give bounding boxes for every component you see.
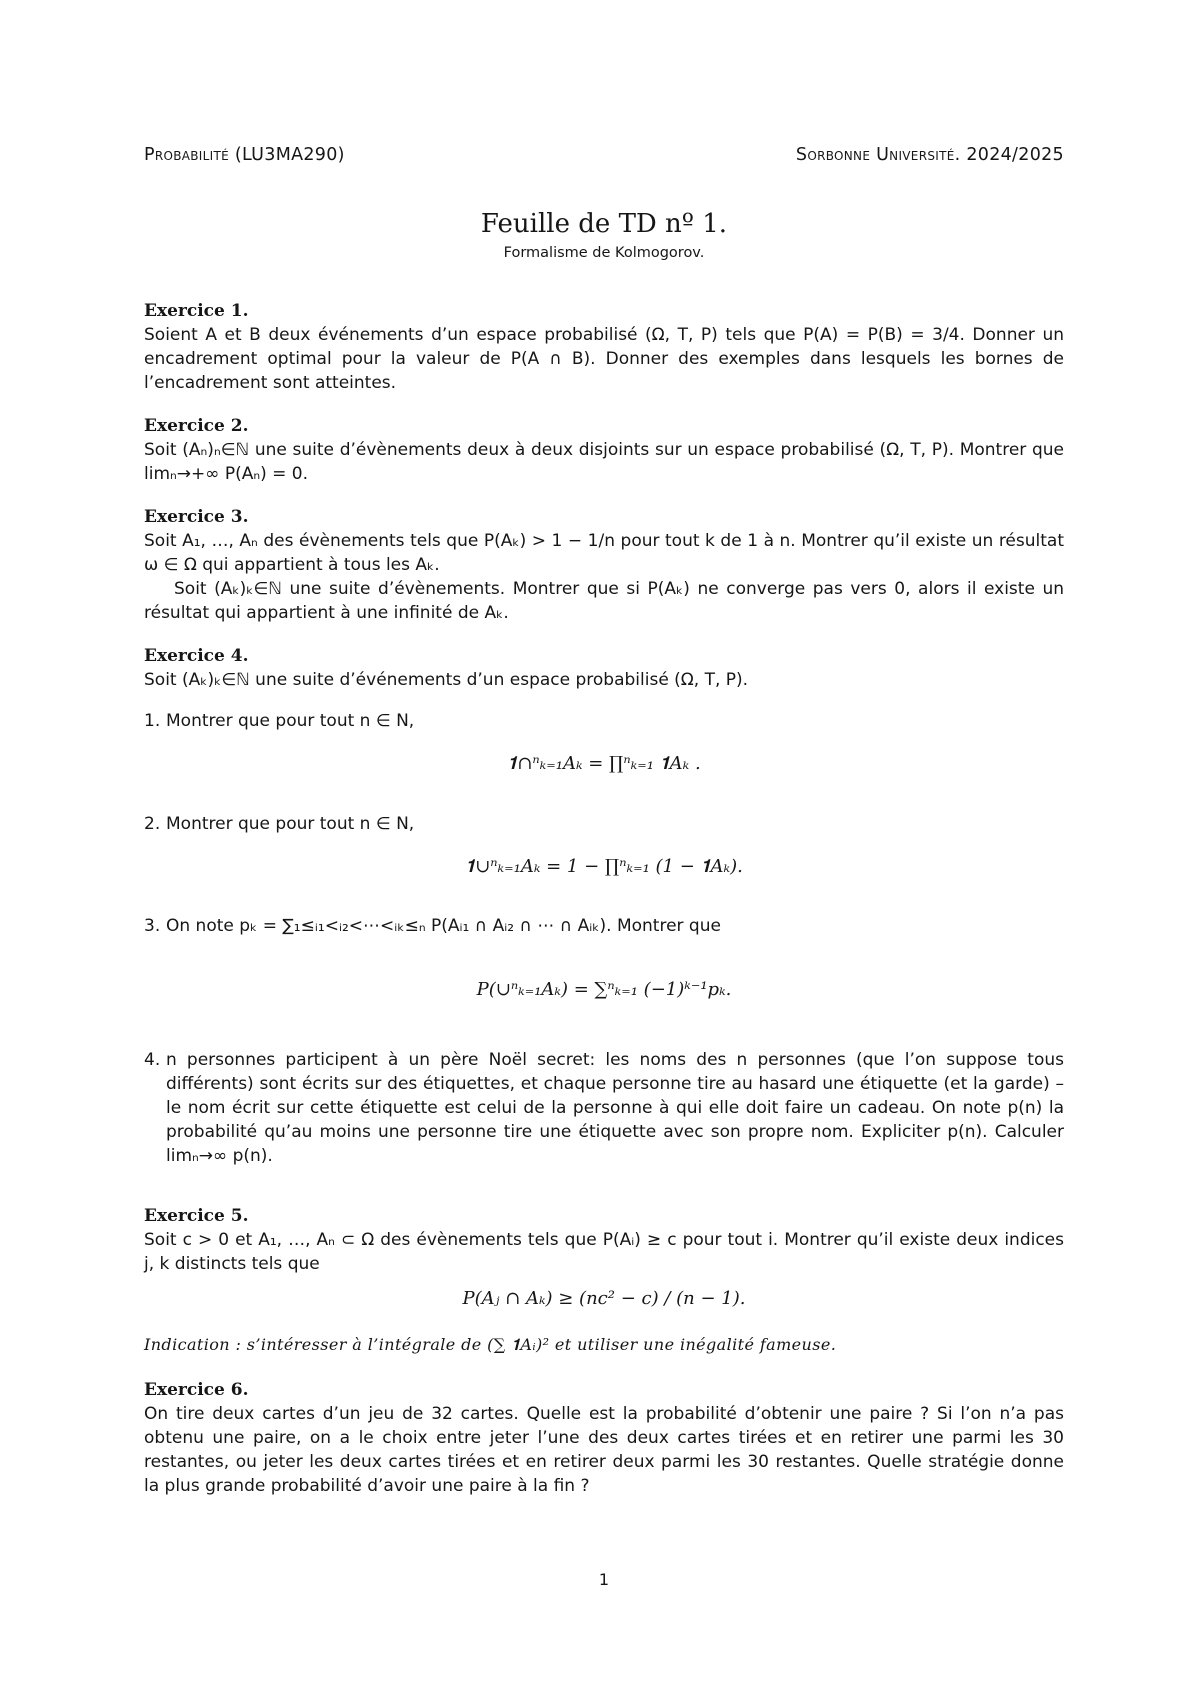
list-item — [144, 812, 1064, 836]
exercise-5 — [144, 1204, 1064, 1276]
exercise-heading: Exercice 2. — [144, 416, 249, 436]
item-text: Montrer que pour tout n ∈ N, — [166, 814, 415, 834]
item-text: On note pₖ = ∑₁≤ᵢ₁<ᵢ₂<⋯<ᵢₖ≤ₙ P(Aᵢ₁ ∩ Aᵢ₂ ∩ ⋯ ∩ Aᵢₖ). Montrer que — [166, 916, 721, 936]
university-year-label: Sorbonne Université. 2024/2025 — [795, 145, 1064, 165]
item-number: 3. — [144, 916, 161, 936]
exercise-hint: Indication : s’intéresser à l’intégrale de (∑ 𝟏Aᵢ)² et utiliser une inégalité fameuse. — [144, 1335, 837, 1354]
list-item — [144, 709, 1064, 733]
page-number: 1 — [598, 1570, 610, 1589]
exercise-heading: Exercice 6. — [144, 1380, 249, 1400]
exercise-heading: Exercice 4. — [144, 646, 249, 666]
list-item — [144, 1048, 1064, 1168]
formula-pair-bound: P(Aⱼ ∩ Aₖ) ≥ (nc² − c) / (n − 1). — [462, 1288, 746, 1309]
exercise-4 — [144, 644, 1064, 692]
item-number: 1. — [144, 711, 161, 731]
exercise-heading: Exercice 3. — [144, 507, 249, 527]
item-text: n personnes participent à un père Noël secret: les noms des n personnes (que l’on suppose tous différents) sont écrits sur des étiquettes, et chaque personne tire au hasard une étiquette (et la garde) – le nom écrit sur cette étiquette est celui de la personne à qui elle doit faire un cadeau. On note p(n) la probabilité qu’au moins une personne tire une étiquette avec son propre nom. Expliciter p(n). Calculer limₙ→∞ p(n). — [166, 1050, 1064, 1166]
exercise-heading: Exercice 1. — [144, 301, 249, 321]
sheet-title: Feuille de TD nº 1. — [480, 209, 728, 239]
exercise-body: Soit (Aₖ)ₖ∈ℕ une suite d’événements d’un espace probabilisé (Ω, T, P). — [144, 670, 749, 690]
exercise-body: Soient A et B deux événements d’un espace probabilisé (Ω, T, P) tels que P(A) = P(B) = 3/4. Donner un encadrement optimal pour la valeur de P(A ∩ B). Donner des exemples dans lesquels les bornes de l’encadrement sont atteintes. — [144, 325, 1064, 393]
item-text: Montrer que pour tout n ∈ N, — [166, 711, 415, 731]
list-item — [144, 914, 1064, 938]
exercise-3 — [144, 505, 1064, 625]
formula-inclusion-exclusion: P(∪ⁿₖ₌₁Aₖ) = ∑ⁿₖ₌₁ (−1)ᵏ⁻¹pₖ. — [476, 979, 732, 1000]
exercise-body: Soit (Aₙ)ₙ∈ℕ une suite d’évènements deux à deux disjoints sur un espace probabilisé (Ω, T, P). Montrer que limₙ→+∞ P(Aₙ) = 0. — [144, 440, 1064, 484]
formula-intersection-indicator: 𝟏∩ⁿₖ₌₁Aₖ = ∏ⁿₖ₌₁ 𝟏Aₖ . — [507, 753, 701, 774]
course-label: Probabilité (LU3MA290) — [144, 145, 345, 165]
exercise-body-2: Soit (Aₖ)ₖ∈ℕ une suite d’évènements. Montrer que si P(Aₖ) ne converge pas vers 0, alors il existe un résultat qui appartient à une infinité de Aₖ. — [144, 579, 1064, 623]
item-number: 4. — [144, 1050, 161, 1070]
formula-union-indicator: 𝟏∪ⁿₖ₌₁Aₖ = 1 − ∏ⁿₖ₌₁ (1 − 𝟏Aₖ). — [465, 856, 743, 877]
item-number: 2. — [144, 814, 161, 834]
sheet-subtitle: Formalisme de Kolmogorov. — [503, 245, 705, 261]
running-header — [144, 145, 1064, 169]
exercise-body: Soit c > 0 et A₁, …, Aₙ ⊂ Ω des évènements tels que P(Aᵢ) ≥ c pour tout i. Montrer qu’il existe deux indices j, k distincts tels que — [144, 1230, 1064, 1274]
exercise-6 — [144, 1378, 1064, 1498]
exercise-2 — [144, 414, 1064, 486]
exercise-heading: Exercice 5. — [144, 1206, 249, 1226]
exercise-body: On tire deux cartes d’un jeu de 32 cartes. Quelle est la probabilité d’obtenir une paire ? Si l’on n’a pas obtenu une paire, on a le choix entre jeter l’une des deux cartes tirées et en retirer une parmi les 30 restantes, ou jeter les deux cartes tirées et en retirer deux parmi les 30 restantes. Quelle stratégie donne la plus grande probabilité d’avoir une paire à la fin ? — [144, 1404, 1064, 1496]
exercise-body: Soit A₁, …, Aₙ des évènements tels que P(Aₖ) > 1 − 1/n pour tout k de 1 à n. Montrer qu’il existe un résultat ω ∈ Ω qui appartient à tous les Aₖ. — [144, 531, 1064, 575]
exercise-1 — [144, 299, 1064, 395]
